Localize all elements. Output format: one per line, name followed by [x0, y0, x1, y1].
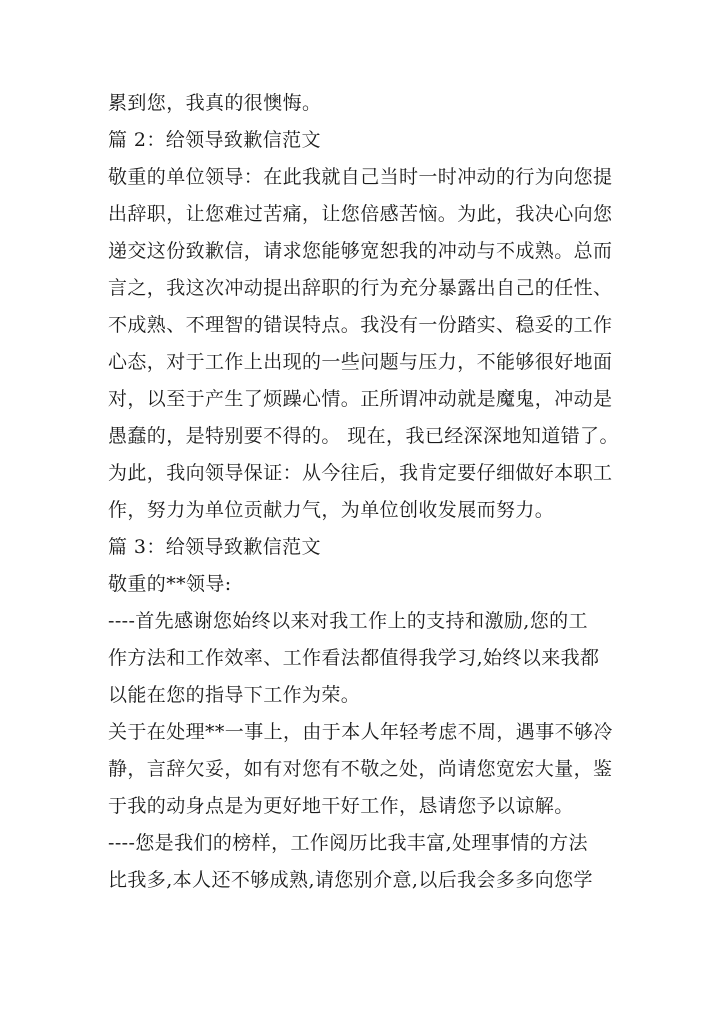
document-body: [108, 85, 619, 899]
text-line: ----首先感谢您始终以来对我工作上的支持和激励,您的工: [108, 610, 588, 632]
text-line: 为此，我向领导保证：从今往后，我肯定要仔细做好本职工: [108, 462, 613, 484]
text-line: 对，以至于产生了烦躁心情。正所谓冲动就是魔鬼，冲动是: [108, 388, 613, 410]
text-line: 作方法和工作效率、工作看法都值得我学习,始终以来我都: [108, 647, 600, 669]
text-line: ----您是我们的榜样，工作阅历比我丰富,处理事情的方法: [108, 832, 588, 854]
section-heading: 篇 3：给领导致歉信范文: [108, 536, 321, 558]
salutation: 敬重的**领导:: [108, 573, 232, 595]
text-line: 比我多,本人还不够成熟,请您别介意,以后我会多多向您学: [108, 869, 593, 891]
text-line: 于我的动身点是为更好地干好工作，恳请您予以谅解。: [108, 795, 574, 817]
text-line: 关于在处理**一事上，由于本人年轻考虑不周，遇事不够冷: [108, 721, 613, 743]
text-line: 敬重的单位领导：在此我就自己当时一时冲动的行为向您提: [108, 166, 613, 188]
text-line: 心态，对于工作上出现的一些问题与压力，不能够很好地面: [108, 351, 613, 373]
text-line: 作，努力为单位贡献力气，为单位创收发展而努力。: [108, 499, 555, 521]
text-line: 言之，我这次冲动提出辞职的行为充分暴露出自己的任性、: [108, 277, 613, 299]
text-line: 递交这份致歉信，请求您能够宽恕我的冲动与不成熟。总而: [108, 240, 613, 262]
text-line: 静，言辞欠妥，如有对您有不敬之处，尚请您宽宏大量，鉴: [108, 758, 613, 780]
text-line: 愚蠢的，是特别要不得的。 现在，我已经深深地知道错了。: [108, 425, 619, 447]
text-line: 以能在您的指导下工作为荣。: [108, 684, 361, 706]
text-line: 出辞职，让您难过苦痛，让您倍感苦恼。为此，我决心向您: [108, 203, 613, 225]
section-heading: 篇 2：给领导致歉信范文: [108, 129, 321, 151]
text-line: 不成熟、不理智的错误特点。我没有一份踏实、稳妥的工作: [108, 314, 613, 336]
text-line: 累到您，我真的很懊悔。: [108, 92, 322, 114]
